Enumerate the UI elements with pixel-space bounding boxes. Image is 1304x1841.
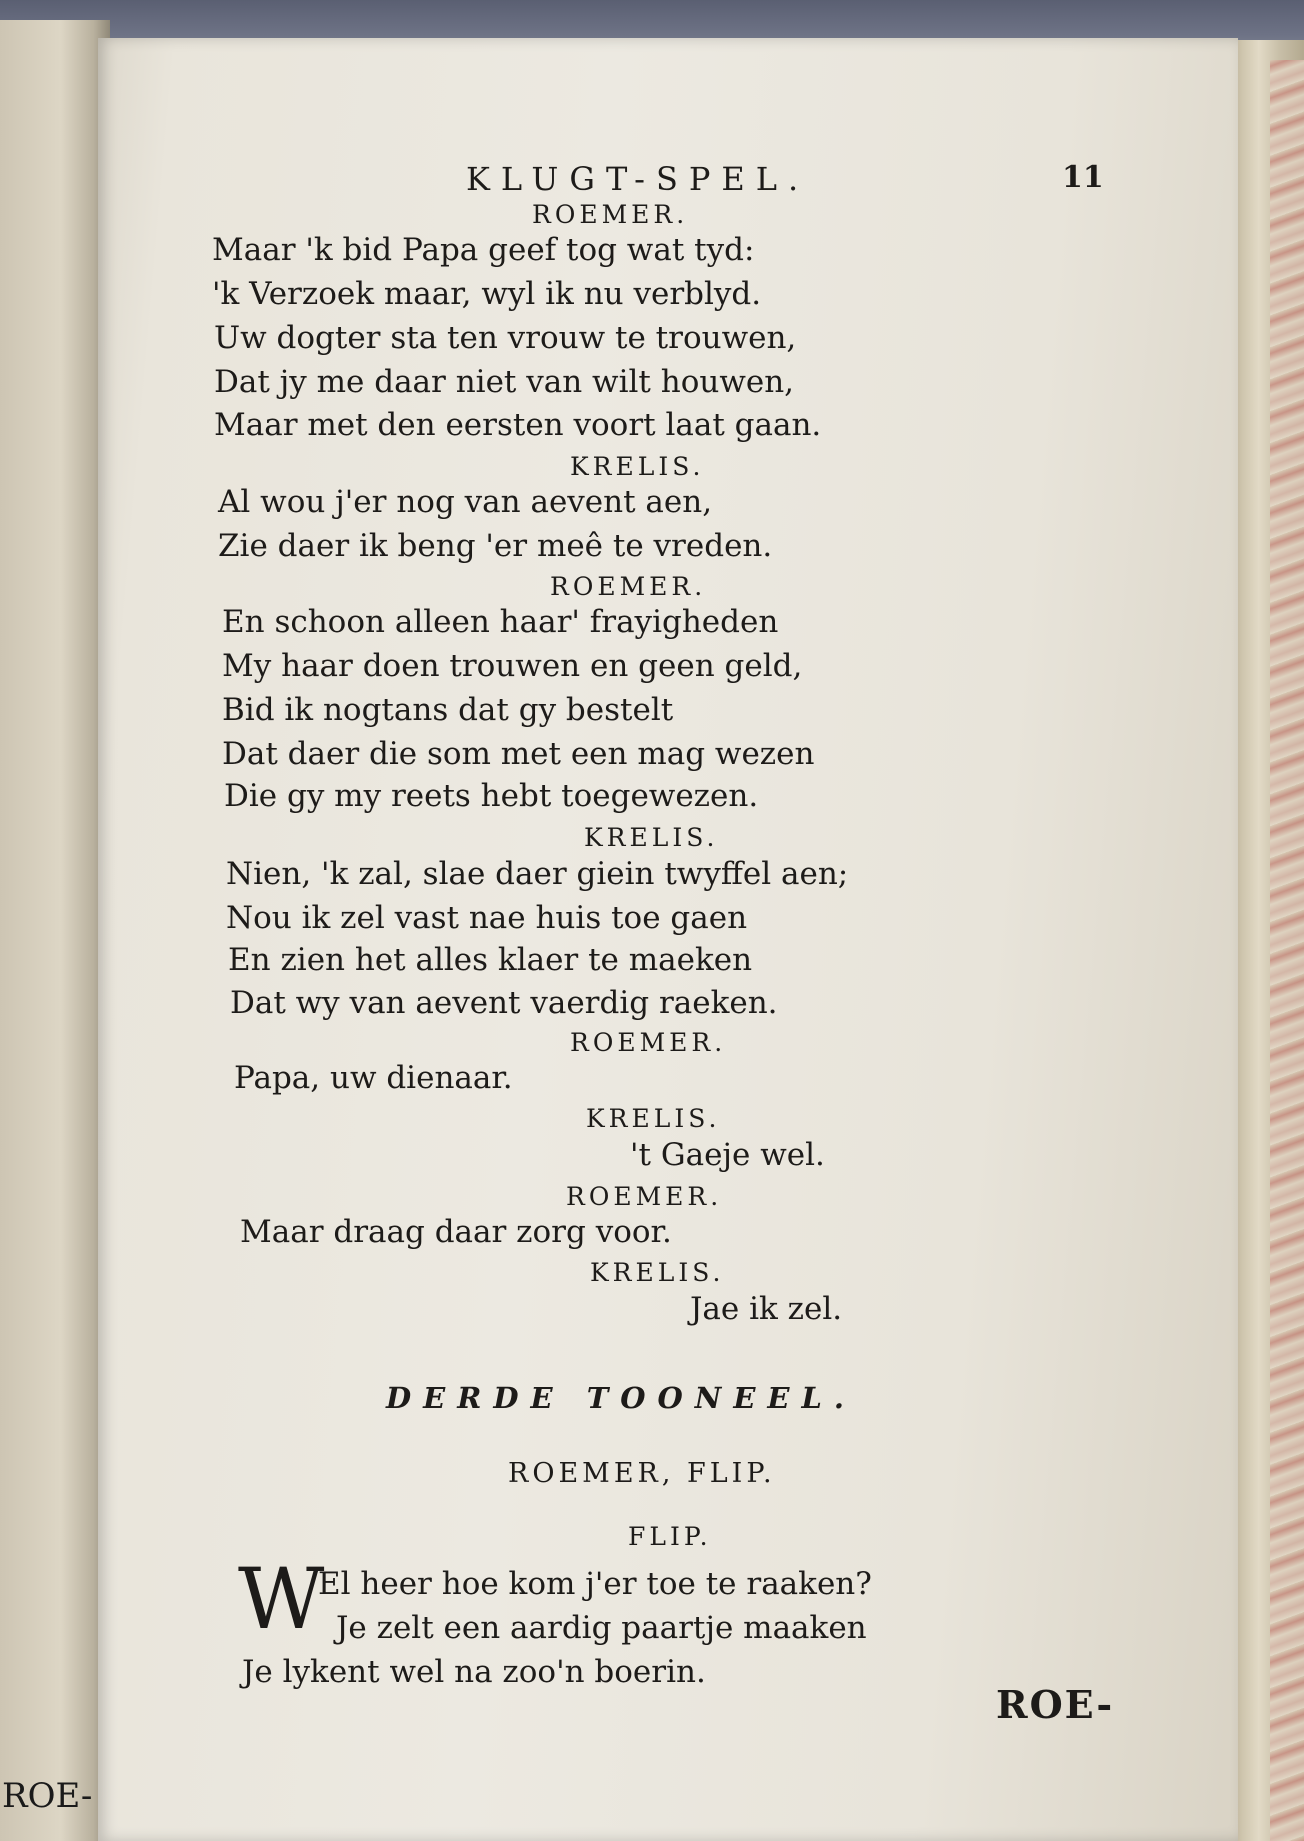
speaker-label: FLIP. [628, 1522, 712, 1551]
marbled-page-edge [1270, 60, 1304, 1841]
verse-line: Al wou j'er nog van aevent aen, [218, 484, 713, 520]
scene-characters: ROEMER, FLIP. [508, 1458, 776, 1489]
running-header: KLUGT-SPEL. [466, 160, 810, 198]
scene-heading: DERDE TOONEEL. [386, 1381, 857, 1415]
left-page-edge [0, 20, 110, 1841]
speaker-label: KRELIS. [584, 823, 719, 852]
verse-line: Je lykent wel na zoo'n boerin. [242, 1654, 706, 1690]
verse-line: Bid ik nogtans dat gy bestelt [222, 692, 674, 728]
verse-line: Die gy my reets hebt toegewezen. [224, 778, 759, 814]
verse-line: Zie daer ik beng 'er meê te vreden. [218, 528, 773, 564]
speaker-label: ROEMER. [570, 1028, 727, 1057]
verse-line: Je zelt een aardig paartje maaken [336, 1610, 867, 1646]
verse-line: Dat wy van aevent vaerdig raeken. [230, 985, 778, 1021]
verse-line: Nou ik zel vast nae huis toe gaen [226, 900, 748, 936]
verse-line: Maar draag daar zorg voor. [240, 1214, 672, 1250]
left-page-catchword: ROE- [2, 1776, 93, 1816]
verse-line: Jae ik zel. [690, 1291, 843, 1327]
speaker-label: ROEMER. [566, 1182, 723, 1211]
verse-line: Dat jy me daar niet van wilt houwen, [214, 364, 795, 400]
speaker-label: KRELIS. [570, 452, 705, 481]
speaker-label: ROEMER. [532, 200, 689, 229]
verse-line: En zien het alles klaer te maeken [228, 942, 753, 978]
verse-line: Maar 'k bid Papa geef tog wat tyd: [212, 232, 755, 268]
verse-line: 'k Verzoek maar, wyl ik nu verblyd. [212, 276, 762, 312]
verse-line: Uw dogter sta ten vrouw te trouwen, [214, 320, 797, 356]
drop-cap-initial: W [238, 1550, 325, 1648]
verse-line: Maar met den eersten voort laat gaan. [214, 407, 822, 443]
speaker-label: KRELIS. [590, 1258, 725, 1287]
catchword: ROE- [996, 1682, 1115, 1727]
verse-line: My haar doen trouwen en geen geld, [222, 648, 803, 684]
verse-line: Nien, 'k zal, slae daer giein twyffel aen; [226, 856, 849, 892]
speaker-label: ROEMER. [550, 572, 707, 601]
verse-line: En schoon alleen haar' frayigheden [222, 604, 779, 640]
page-number: 11 [1062, 160, 1104, 195]
verse-line: Papa, uw dienaar. [234, 1060, 513, 1096]
verse-line: El heer hoe kom j'er toe te raaken? [318, 1566, 872, 1602]
verse-line: Dat daer die som met een mag wezen [222, 736, 815, 772]
speaker-label: KRELIS. [586, 1104, 721, 1133]
verse-line: 't Gaeje wel. [630, 1137, 825, 1173]
